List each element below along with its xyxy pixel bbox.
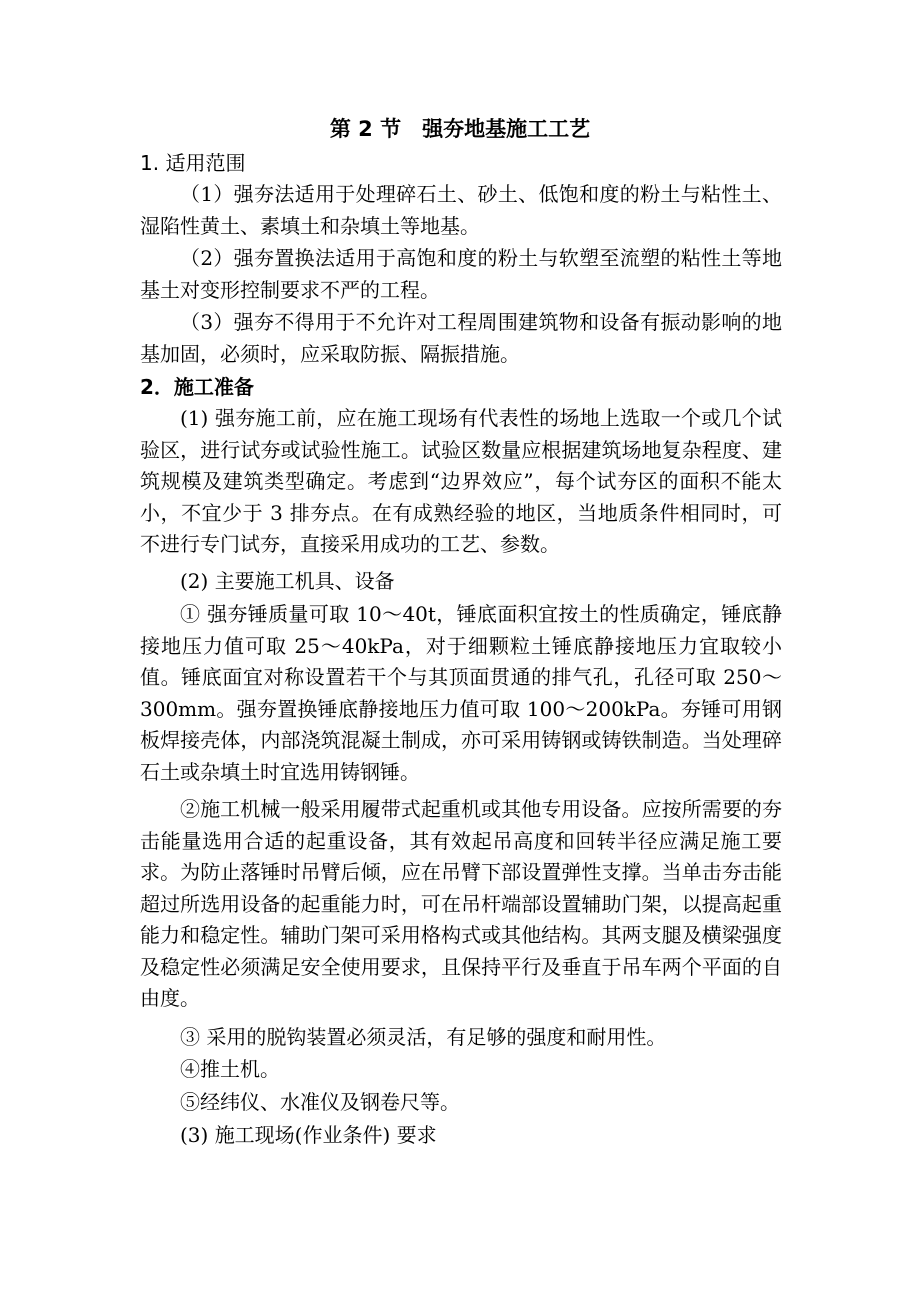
section-2-paragraph-1: (1) 强夯施工前，应在施工现场有代表性的场地上选取一个或几个试验区，进行试夯或试验性施工。试验区数量应根据建筑场地复杂程度、建筑规模及建筑类型确定。考虑到“边界效应”，每个试夯区的面积不能太小，不宜少于 3 排夯点。在有成熟经验的地区，当地质条件相同时，可不进行专门试夯，直接采用成功的工艺、参数。	[140, 406, 782, 556]
section-1-paragraph-2: （2）强夯置换法适用于高饱和度的粉土与软塑至流塑的粘性土等地基土对变形控制要求不严的工程。	[140, 246, 782, 302]
section-1-paragraph-3: （3）强夯不得用于不允许对工程周围建筑物和设备有振动影响的地基加固，必须时，应采取防振、隔振措施。	[140, 310, 782, 366]
section-2-paragraph-5: ③ 采用的脱钩装置必须灵活，有足够的强度和耐用性。	[180, 1025, 667, 1049]
section-1-heading: 1. 适用范围	[140, 151, 246, 175]
section-2-paragraph-3: ① 强夯锤质量可取 10～40t，锤底面积宜按土的性质确定，锤底静接地压力值可取 25～40kPa，对于细颗粒土锤底静接地压力宜取较小值。锤底面宜对称设置若干个与其顶面贯通的排气孔，孔径可取 250～300mm。强夯置换锤底静接地压力值可取 100～200kPa。夯锤可用钢板焊接壳体，内部浇筑混凝土制成，亦可采用铸钢或铸铁制造。当处理碎石土或杂填土时宜选用铸钢锤。	[140, 602, 782, 784]
section-2-paragraph-4: ②施工机械一般采用履带式起重机或其他专用设备。应按所需要的夯击能量选用合适的起重设备，其有效起吊高度和回转半径应满足施工要求。为防止落锤时吊臂后倾，应在吊臂下部设置弹性支撑。当单击夯击能超过所选用设备的起重能力时，可在吊杆端部设置辅助门架，以提高起重能力和稳定性。辅助门架可采用格构式或其他结构。其两支腿及横梁强度及稳定性必须满足安全使用要求，且保持平行及垂直于吊车两个平面的自由度。	[140, 797, 782, 1010]
section-2-paragraph-7: ⑤经纬仪、水准仪及钢卷尺等。	[180, 1090, 460, 1114]
section-2-heading: 2．施工准备	[140, 375, 254, 399]
section-2-paragraph-2: (2) 主要施工机具、设备	[180, 569, 395, 593]
page-title: 第 2 节 强夯地基施工工艺	[329, 117, 591, 141]
section-2-paragraph-8: (3) 施工现场(作业条件) 要求	[180, 1123, 437, 1147]
section-2-paragraph-6: ④推土机。	[180, 1057, 280, 1081]
section-1-paragraph-1: （1）强夯法适用于处理碎石土、砂土、低饱和度的粉土与粘性土、湿陷性黄土、素填土和杂填土等地基。	[140, 182, 782, 238]
